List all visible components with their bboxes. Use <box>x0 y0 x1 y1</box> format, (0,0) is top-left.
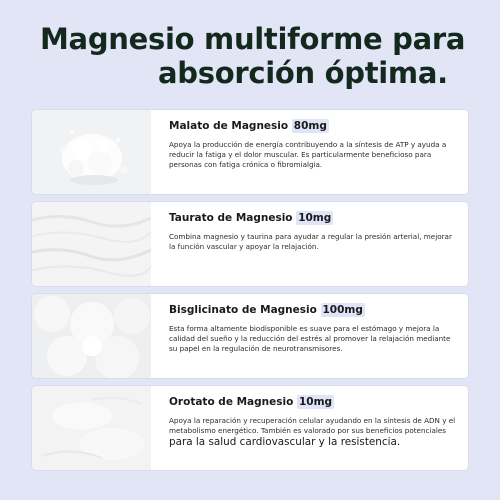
compound-name: Taurato de Magnesio <box>169 212 293 224</box>
headline-line-2: absorción óptima. <box>158 56 448 90</box>
compound-name: Orotato de Magnesio <box>169 396 294 408</box>
card-malato <box>32 110 468 194</box>
dose-badge: 80mg <box>293 120 327 132</box>
card-bisglicinato <box>32 294 468 378</box>
card-title <box>169 304 365 316</box>
card-taurato <box>32 202 468 286</box>
headline-line-1: Magnesio multiforme para <box>40 22 466 56</box>
card-title <box>169 120 329 132</box>
card-title <box>169 212 333 224</box>
dose-badge: 10mg <box>298 212 332 224</box>
card-orotato <box>32 386 468 470</box>
dose-badge: 100mg <box>322 304 363 316</box>
card-description: Esta forma altamente biodisponible es suave para el estómago y mejora la calidad del sueño y la reducción del estrés al promover la relajación mediante su papel en la regulación de neurotransmisores. <box>169 324 451 354</box>
compound-name: Malato de Magnesio <box>169 120 289 132</box>
powder-image-orotato <box>32 386 151 470</box>
powder-image-bisglicinato <box>32 294 151 378</box>
card-description: Apoya la reparación y recuperación celular ayudando en la síntesis de ADN y el metabolismo energético. También es valorado por sus beneficios potenciales <box>169 416 456 436</box>
card-description: Combina magnesio y taurina para ayudar a regular la presión arterial, mejorar la función vascular y apoyar la relajación. <box>169 232 452 252</box>
dose-badge: 10mg <box>298 396 333 408</box>
card-description-extra: para la salud cardiovascular y la resistencia. <box>169 436 401 448</box>
card-description: Apoya la producción de energía contribuyendo a la síntesis de ATP y ayuda a reducir la fatiga y el dolor muscular. Es particularmente beneficioso para personas con fatiga crónica o fibromialgia. <box>169 140 447 170</box>
powder-image-malato <box>32 110 151 194</box>
card-title <box>169 396 334 408</box>
compound-name: Bisglicinato de Magnesio <box>169 304 317 316</box>
powder-image-taurato <box>32 202 151 286</box>
